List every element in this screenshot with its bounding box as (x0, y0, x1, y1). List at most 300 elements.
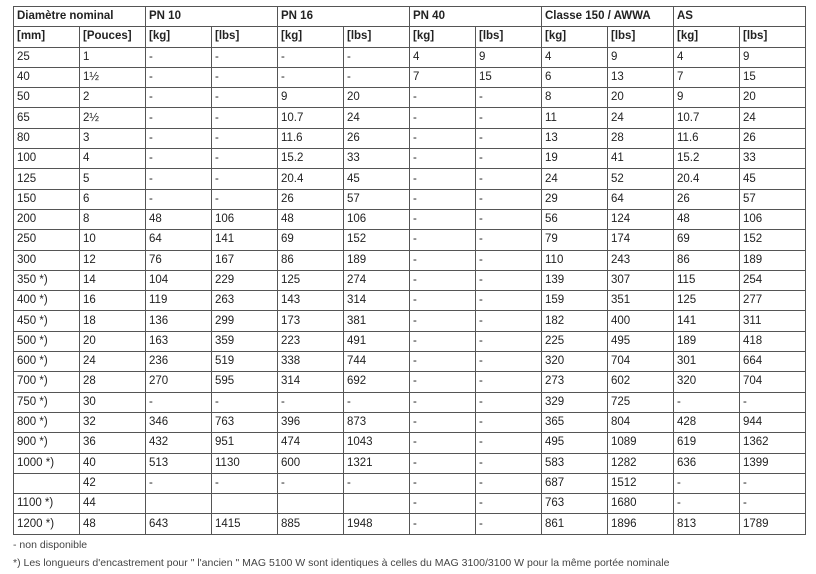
table-cell: 24 (542, 169, 608, 189)
table-cell: 33 (344, 149, 410, 169)
table-cell: - (674, 392, 740, 412)
table-cell: 11 (542, 108, 608, 128)
table-cell: 450 *) (14, 311, 80, 331)
table-cell: 56 (542, 209, 608, 229)
table-cell: 243 (608, 250, 674, 270)
table-cell: - (410, 108, 476, 128)
table-cell: 763 (542, 494, 608, 514)
table-cell: 6 (80, 189, 146, 209)
table-cell: 495 (542, 433, 608, 453)
table-cell: 5 (80, 169, 146, 189)
table-cell: 48 (80, 514, 146, 534)
table-cell: 4 (80, 149, 146, 169)
table-cell: 346 (146, 412, 212, 432)
table-cell: 106 (212, 209, 278, 229)
table-row (14, 189, 806, 209)
table-cell: 125 (674, 291, 740, 311)
table-cell: 400 *) (14, 291, 80, 311)
table-cell: 9 (608, 47, 674, 67)
table-row (14, 392, 806, 412)
table-cell: - (410, 331, 476, 351)
table-cell (146, 494, 212, 514)
table-cell: - (410, 128, 476, 148)
table-row (14, 128, 806, 148)
table-cell: 813 (674, 514, 740, 534)
table-cell: 20 (740, 88, 806, 108)
table-cell (212, 494, 278, 514)
table-cell: 15.2 (278, 149, 344, 169)
table-cell: 52 (608, 169, 674, 189)
table-cell: - (674, 473, 740, 493)
table-cell: - (212, 108, 278, 128)
table-cell: 225 (542, 331, 608, 351)
table-cell: 491 (344, 331, 410, 351)
table-cell: 474 (278, 433, 344, 453)
table-cell: 1130 (212, 453, 278, 473)
table-row (14, 473, 806, 493)
table-row (14, 331, 806, 351)
table-cell: 150 (14, 189, 80, 209)
table-cell: 519 (212, 352, 278, 372)
table-cell: - (410, 372, 476, 392)
table-cell: - (212, 128, 278, 148)
footnote-note: *) Les longueurs d'encastrement pour " l'ancien " MAG 5100 W sont identiques à celles du MAG 3100/3100 W pour la même portée nominale (13, 557, 670, 569)
table-cell: 359 (212, 331, 278, 351)
table-cell: 274 (344, 270, 410, 290)
table-body (14, 47, 806, 534)
table-cell: - (146, 149, 212, 169)
table-cell: 692 (344, 372, 410, 392)
table-cell: - (146, 108, 212, 128)
table-cell: 26 (344, 128, 410, 148)
table-cell: - (476, 169, 542, 189)
table-cell: - (476, 189, 542, 209)
table-cell: 307 (608, 270, 674, 290)
table-cell: 41 (608, 149, 674, 169)
table-cell: - (410, 230, 476, 250)
table-cell: 28 (608, 128, 674, 148)
table-cell: 1½ (80, 67, 146, 87)
table-cell: 65 (14, 108, 80, 128)
table-cell: - (674, 494, 740, 514)
table-cell: - (476, 149, 542, 169)
table-cell: - (740, 392, 806, 412)
table-cell: - (476, 494, 542, 514)
table-cell: - (476, 209, 542, 229)
table-cell: 8 (80, 209, 146, 229)
table-cell: - (410, 88, 476, 108)
table-cell: 48 (146, 209, 212, 229)
table-cell: 11.6 (278, 128, 344, 148)
table-cell: 57 (344, 189, 410, 209)
table-cell: 1362 (740, 433, 806, 453)
table-cell: - (146, 67, 212, 87)
table-cell: - (212, 47, 278, 67)
table-cell: 104 (146, 270, 212, 290)
table-cell: 400 (608, 311, 674, 331)
table-cell: 643 (146, 514, 212, 534)
table-cell: - (476, 230, 542, 250)
table-cell: 106 (740, 209, 806, 229)
table-cell: 320 (542, 352, 608, 372)
footnotes (13, 536, 669, 572)
table-cell: 30 (80, 392, 146, 412)
table-row (14, 311, 806, 331)
table-cell: 50 (14, 88, 80, 108)
table-cell: 229 (212, 270, 278, 290)
table-cell: 26 (674, 189, 740, 209)
table-cell: 20 (608, 88, 674, 108)
table-cell: 8 (542, 88, 608, 108)
table-cell: 500 *) (14, 331, 80, 351)
table-cell: 20.4 (278, 169, 344, 189)
table-row (14, 412, 806, 432)
table-cell: 12 (80, 250, 146, 270)
table-row (14, 47, 806, 67)
table-cell: 704 (740, 372, 806, 392)
group-header-row (14, 7, 806, 27)
table-cell: - (476, 473, 542, 493)
table-cell: 86 (674, 250, 740, 270)
unit-header: [kg] (278, 27, 344, 47)
table-cell: 64 (146, 230, 212, 250)
table-cell: 1 (80, 47, 146, 67)
table-cell: - (146, 473, 212, 493)
table-cell: 1321 (344, 453, 410, 473)
table-cell: 40 (14, 67, 80, 87)
table-cell: 314 (278, 372, 344, 392)
table-cell (14, 473, 80, 493)
table-cell: 57 (740, 189, 806, 209)
table-cell: - (476, 311, 542, 331)
table-row (14, 230, 806, 250)
table-cell: 4 (542, 47, 608, 67)
table-cell: 619 (674, 433, 740, 453)
table-cell: 20 (80, 331, 146, 351)
table-cell: 25 (14, 47, 80, 67)
table-cell: 36 (80, 433, 146, 453)
table-row (14, 453, 806, 473)
table-cell: 45 (344, 169, 410, 189)
table-cell: 1399 (740, 453, 806, 473)
table-cell: 24 (344, 108, 410, 128)
table-row (14, 108, 806, 128)
table-cell: 10.7 (278, 108, 344, 128)
table-cell: - (476, 372, 542, 392)
table-cell: 873 (344, 412, 410, 432)
table-row (14, 352, 806, 372)
table-cell: 704 (608, 352, 674, 372)
table-row (14, 250, 806, 270)
table-cell: 1789 (740, 514, 806, 534)
table-cell: 173 (278, 311, 344, 331)
table-cell: 16 (80, 291, 146, 311)
footnote-not-available: - non disponible (13, 539, 88, 551)
table-cell: - (410, 209, 476, 229)
group-header-pn10: PN 10 (146, 7, 278, 27)
table-cell: 10 (80, 230, 146, 250)
table-cell: 300 (14, 250, 80, 270)
table-row (14, 433, 806, 453)
table-cell: - (410, 514, 476, 534)
table-cell: - (410, 311, 476, 331)
table-cell: - (146, 47, 212, 67)
table-cell: 595 (212, 372, 278, 392)
table-cell: 125 (14, 169, 80, 189)
unit-header: [mm] (14, 27, 80, 47)
table-cell: 951 (212, 433, 278, 453)
table-cell: 29 (542, 189, 608, 209)
table-cell: 189 (674, 331, 740, 351)
table-cell: 1415 (212, 514, 278, 534)
table-cell: 314 (344, 291, 410, 311)
table-cell: 115 (674, 270, 740, 290)
table-cell: - (344, 473, 410, 493)
table-cell: - (410, 169, 476, 189)
table-cell: 263 (212, 291, 278, 311)
table-cell: 163 (146, 331, 212, 351)
table-cell: 189 (344, 250, 410, 270)
table-cell: 159 (542, 291, 608, 311)
table-cell: 69 (278, 230, 344, 250)
table-cell: 86 (278, 250, 344, 270)
table-cell: 26 (740, 128, 806, 148)
table-cell: - (146, 88, 212, 108)
table-cell: 69 (674, 230, 740, 250)
table-cell: - (278, 47, 344, 67)
table-cell: 885 (278, 514, 344, 534)
table-cell: 311 (740, 311, 806, 331)
table-cell: 1680 (608, 494, 674, 514)
table-cell: 64 (608, 189, 674, 209)
table-cell: 13 (608, 67, 674, 87)
table-cell: - (476, 108, 542, 128)
table-cell: 18 (80, 311, 146, 331)
table-cell: 432 (146, 433, 212, 453)
table-cell: 2 (80, 88, 146, 108)
table-cell: 418 (740, 331, 806, 351)
table-cell: 513 (146, 453, 212, 473)
table-cell: 600 *) (14, 352, 80, 372)
table-cell: - (476, 270, 542, 290)
table-cell: 396 (278, 412, 344, 432)
table-cell: 136 (146, 311, 212, 331)
group-header-as: AS (674, 7, 806, 27)
table-cell: 174 (608, 230, 674, 250)
table-row (14, 291, 806, 311)
table-cell: 1512 (608, 473, 674, 493)
table-cell: - (410, 412, 476, 432)
table-cell: 223 (278, 331, 344, 351)
table-cell: 44 (80, 494, 146, 514)
table-cell: 182 (542, 311, 608, 331)
unit-header: [kg] (410, 27, 476, 47)
table-cell: 139 (542, 270, 608, 290)
table-cell: 428 (674, 412, 740, 432)
table-cell: 804 (608, 412, 674, 432)
table-cell: - (344, 47, 410, 67)
table-cell: - (476, 453, 542, 473)
table-cell: 32 (80, 412, 146, 432)
table-cell: 687 (542, 473, 608, 493)
table-cell: 45 (740, 169, 806, 189)
table-cell: 9 (674, 88, 740, 108)
table-cell: 9 (740, 47, 806, 67)
table-cell: - (476, 514, 542, 534)
table-cell: 365 (542, 412, 608, 432)
table-cell: 273 (542, 372, 608, 392)
table-cell: 80 (14, 128, 80, 148)
table-cell: 7 (674, 67, 740, 87)
table-cell: 744 (344, 352, 410, 372)
table-cell: 381 (344, 311, 410, 331)
unit-header: [Pouces] (80, 27, 146, 47)
table-cell: - (410, 270, 476, 290)
table-cell: - (212, 392, 278, 412)
table-cell: - (476, 392, 542, 412)
table-cell: 189 (740, 250, 806, 270)
table-cell: - (212, 149, 278, 169)
table-cell: - (212, 473, 278, 493)
table-cell: 944 (740, 412, 806, 432)
table-cell: 6 (542, 67, 608, 87)
unit-header: [kg] (674, 27, 740, 47)
table-cell: 636 (674, 453, 740, 473)
table-row (14, 372, 806, 392)
table-cell: 583 (542, 453, 608, 473)
table-cell: 152 (344, 230, 410, 250)
table-row (14, 149, 806, 169)
table-cell: 79 (542, 230, 608, 250)
table-cell: 28 (80, 372, 146, 392)
unit-header: [lbs] (212, 27, 278, 47)
group-header-pn40: PN 40 (410, 7, 542, 27)
table-cell: 270 (146, 372, 212, 392)
table-cell: - (410, 189, 476, 209)
table-cell: 24 (608, 108, 674, 128)
table-cell: 2½ (80, 108, 146, 128)
table-cell: 700 *) (14, 372, 80, 392)
table-cell: - (410, 149, 476, 169)
table-cell: 7 (410, 67, 476, 87)
table-cell: 900 *) (14, 433, 80, 453)
weights-table (13, 6, 806, 535)
table-cell: 320 (674, 372, 740, 392)
table-cell: 351 (608, 291, 674, 311)
table-cell: - (146, 392, 212, 412)
table-cell: 15 (740, 67, 806, 87)
table-cell: 254 (740, 270, 806, 290)
table-cell: 750 *) (14, 392, 80, 412)
table-cell: 100 (14, 149, 80, 169)
table-cell: 250 (14, 230, 80, 250)
table-cell: 4 (674, 47, 740, 67)
table-cell: 1089 (608, 433, 674, 453)
table-cell: 3 (80, 128, 146, 148)
table-cell: 1282 (608, 453, 674, 473)
table-cell: 236 (146, 352, 212, 372)
table-row (14, 514, 806, 534)
table-cell: - (278, 392, 344, 412)
group-header-diametre: Diamètre nominal (14, 7, 146, 27)
table-cell: 10.7 (674, 108, 740, 128)
table-cell: 19 (542, 149, 608, 169)
table-cell: - (476, 412, 542, 432)
group-header-pn16: PN 16 (278, 7, 410, 27)
table-cell: 33 (740, 149, 806, 169)
table-cell: 152 (740, 230, 806, 250)
table-cell: 600 (278, 453, 344, 473)
unit-header: [lbs] (344, 27, 410, 47)
table-cell: 11.6 (674, 128, 740, 148)
table-cell: 125 (278, 270, 344, 290)
table-cell: - (212, 189, 278, 209)
table-cell: - (212, 169, 278, 189)
table-cell: 48 (278, 209, 344, 229)
table-cell: - (740, 473, 806, 493)
table-cell: - (212, 67, 278, 87)
table-cell: - (410, 352, 476, 372)
table-cell: - (410, 494, 476, 514)
table-cell: - (410, 250, 476, 270)
table-row (14, 67, 806, 87)
unit-header: [kg] (146, 27, 212, 47)
table-cell: - (146, 189, 212, 209)
table-cell: - (278, 67, 344, 87)
table-cell: 1948 (344, 514, 410, 534)
table-cell: 9 (476, 47, 542, 67)
table-cell: - (212, 88, 278, 108)
table-row (14, 494, 806, 514)
table-cell: 143 (278, 291, 344, 311)
table-cell: - (476, 291, 542, 311)
table-cell (344, 494, 410, 514)
table-cell: 24 (80, 352, 146, 372)
table-cell: 1100 *) (14, 494, 80, 514)
table-cell: 15 (476, 67, 542, 87)
table-cell: - (344, 67, 410, 87)
table-cell: 106 (344, 209, 410, 229)
table-cell: 76 (146, 250, 212, 270)
table-cell: 664 (740, 352, 806, 372)
units-header-row (14, 27, 806, 47)
table-cell: 124 (608, 209, 674, 229)
table-cell: - (476, 433, 542, 453)
table-cell: 1000 *) (14, 453, 80, 473)
table-cell: 14 (80, 270, 146, 290)
unit-header: [lbs] (740, 27, 806, 47)
table-cell: 15.2 (674, 149, 740, 169)
table-cell: 350 *) (14, 270, 80, 290)
table-cell: 338 (278, 352, 344, 372)
table-cell: - (476, 88, 542, 108)
table-cell: 329 (542, 392, 608, 412)
table-cell: 763 (212, 412, 278, 432)
table-cell: 861 (542, 514, 608, 534)
unit-header: [lbs] (608, 27, 674, 47)
table-cell: 110 (542, 250, 608, 270)
table-cell: 200 (14, 209, 80, 229)
unit-header: [lbs] (476, 27, 542, 47)
table-cell: 4 (410, 47, 476, 67)
group-header-classe150: Classe 150 / AWWA (542, 7, 674, 27)
table-cell: 725 (608, 392, 674, 412)
table-cell: 48 (674, 209, 740, 229)
unit-header: [kg] (542, 27, 608, 47)
table-cell: 9 (278, 88, 344, 108)
table-cell: - (476, 331, 542, 351)
table-cell: - (410, 473, 476, 493)
